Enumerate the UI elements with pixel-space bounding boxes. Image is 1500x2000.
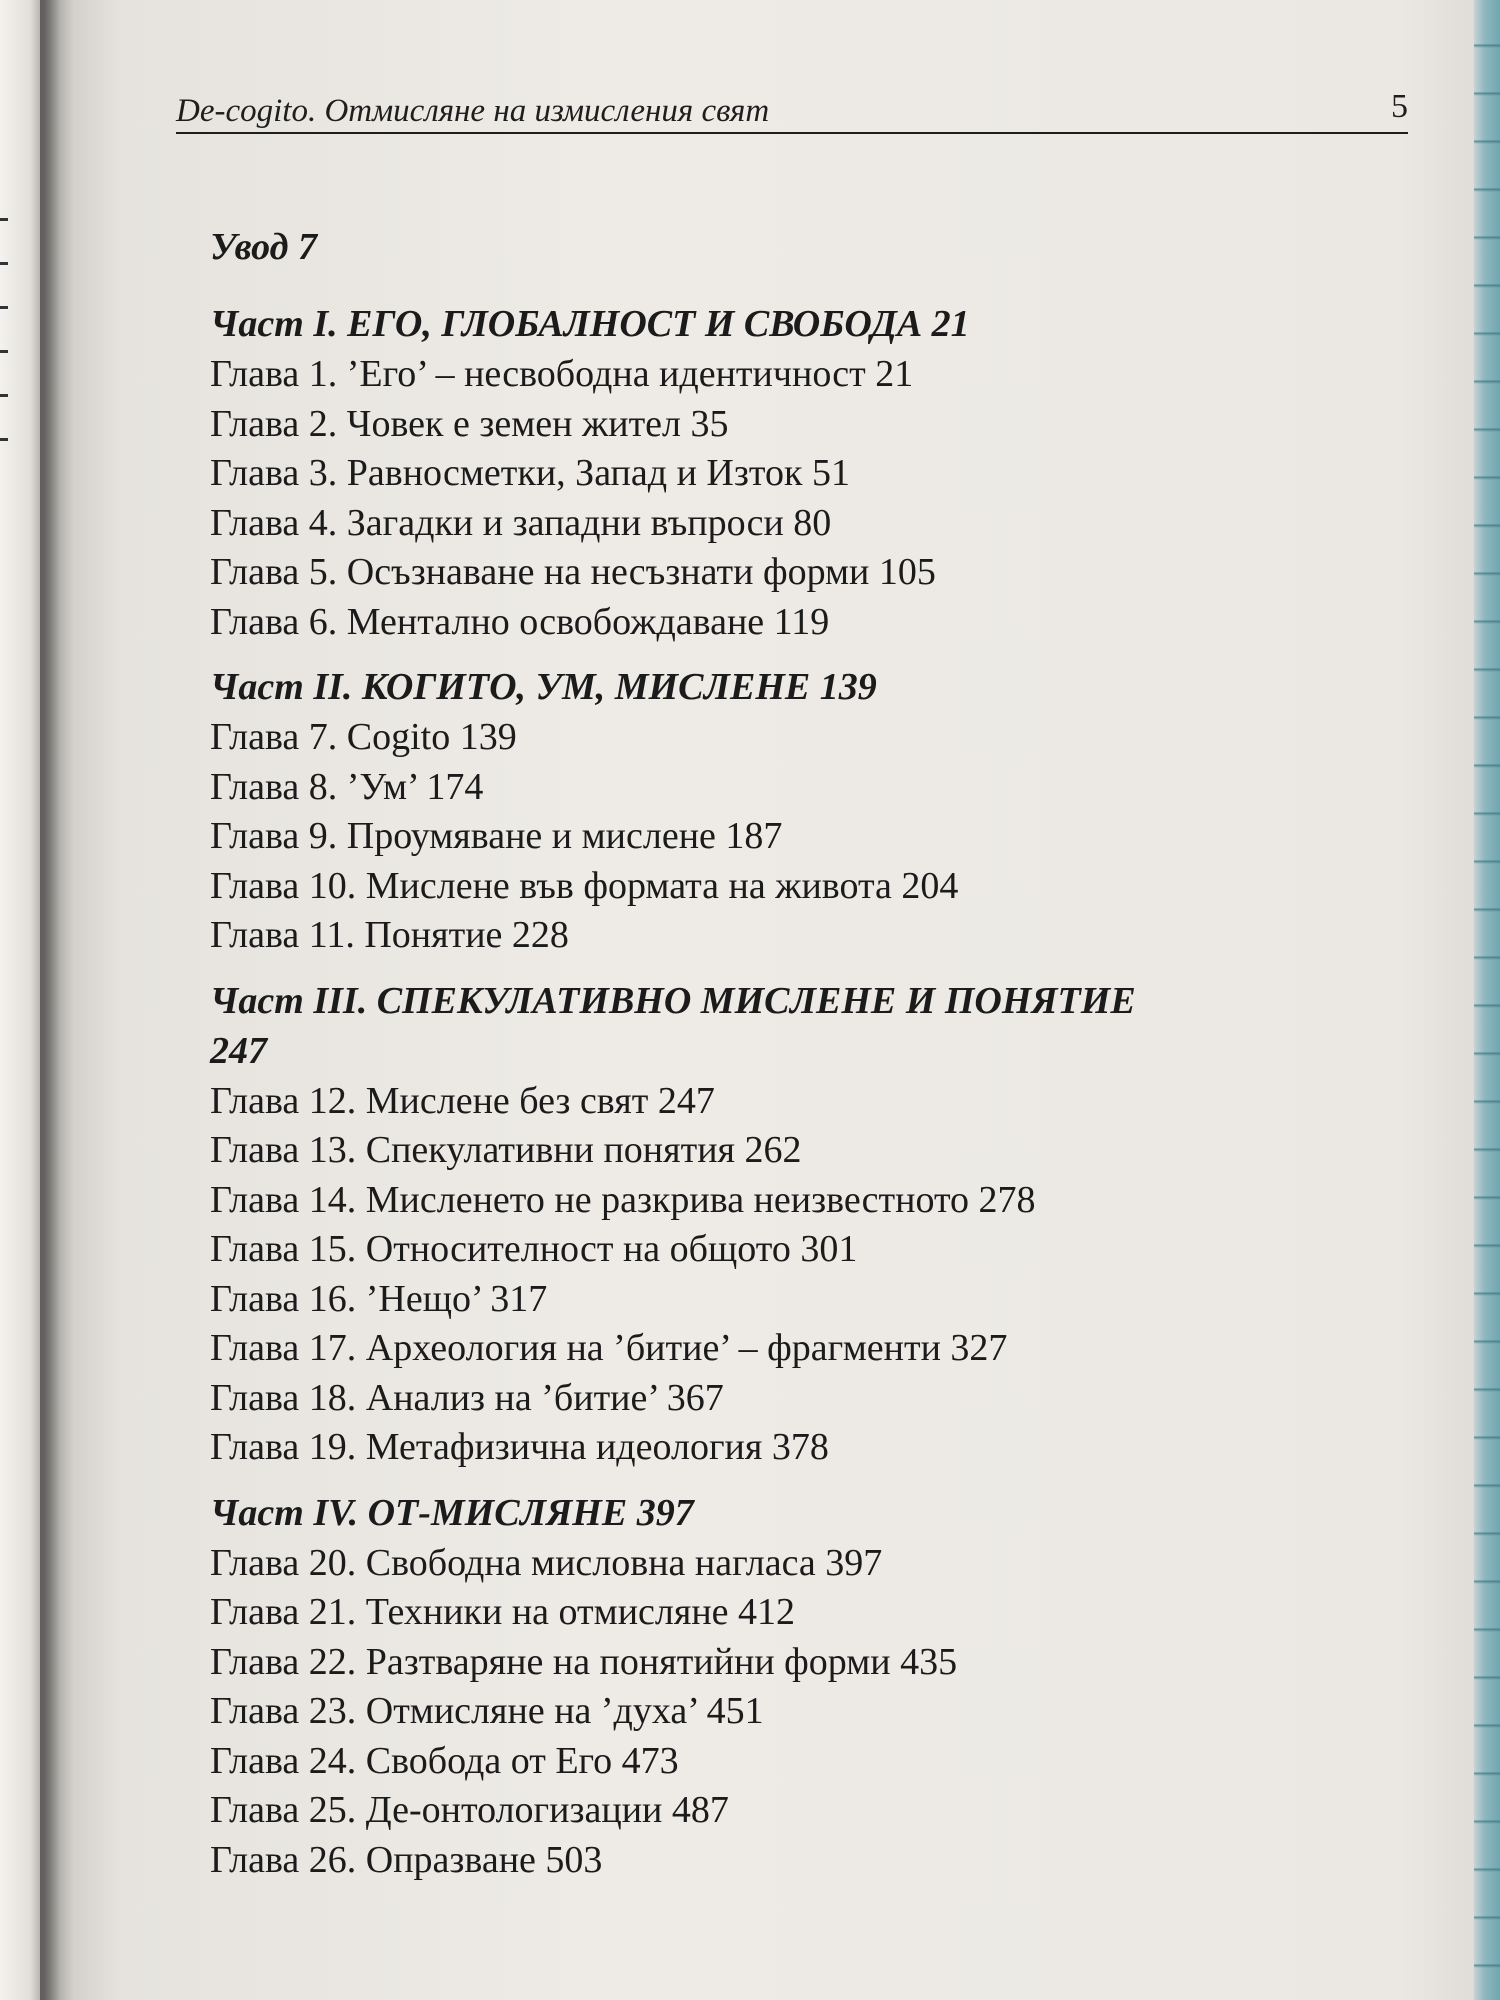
part-title-continued: 247	[210, 1029, 267, 1072]
toc-part-1	[210, 300, 1390, 647]
chapter-entry: Глава 24. Свобода от Его 473	[210, 1739, 679, 1782]
chapter-entry: Глава 21. Техники на отмисляне 412	[210, 1591, 796, 1633]
chapter-entry: Глава 5. Осъзнаване на несъзнати форми 105	[210, 551, 936, 593]
chapter-entry: Глава 8. ’Ум’ 174	[210, 765, 484, 808]
chapter-entry: Глава 23. Отмисляне на ’духа’ 451	[210, 1690, 764, 1732]
chapter-entry: Глава 1. ’Его’ – несвободна идентичност 21	[210, 353, 914, 395]
facing-page-edge	[0, 0, 44, 2000]
chapter-entry: Глава 14. Мисленето не разкрива неизвестното 278	[210, 1178, 1036, 1221]
page-number: 5	[1391, 88, 1408, 125]
facing-page-mark	[0, 218, 8, 221]
chapter-entry: Глава 16. ’Нещо’ 317	[210, 1277, 548, 1320]
chapter-entry: Глава 15. Относителност на общото 301	[210, 1228, 858, 1270]
chapter-entry: Глава 17. Археология на ’битие’ – фрагменти 327	[210, 1327, 1008, 1369]
notebook-lines	[1474, 0, 1500, 2000]
chapter-entry: Глава 13. Спекулативни понятия 262	[210, 1129, 802, 1171]
chapter-entry: Глава 10. Мислене във формата на живота 204	[210, 864, 959, 907]
chapter-entry: Глава 4. Загадки и западни въпроси 80	[210, 501, 832, 544]
toc-part-2	[210, 663, 1390, 961]
running-title: De-cogito. Отмисляне на измисления свят	[176, 93, 770, 129]
facing-page-mark	[0, 306, 8, 309]
chapter-entry: Глава 26. Опразване 503	[210, 1838, 603, 1881]
chapter-entry: Глава 3. Равносметки, Запад и Изток 51	[210, 452, 850, 494]
chapter-entry: Глава 2. Човек е земен жител 35	[210, 402, 729, 445]
running-head	[176, 86, 1408, 134]
facing-page-mark	[0, 438, 8, 441]
facing-page-mark	[0, 394, 8, 397]
book-spine-shadow	[40, 0, 74, 2000]
chapter-entry: Глава 9. Проумяване и мислене 187	[210, 815, 783, 857]
chapter-entry: Глава 18. Анализ на ’битие’ 367	[210, 1376, 724, 1419]
part-title: Част I. ЕГО, ГЛОБАЛНОСТ И СВОБОДА 21	[210, 303, 970, 345]
facing-page-mark	[0, 350, 8, 353]
chapter-entry: Глава 22. Разтваряне на понятийни форми 435	[210, 1640, 958, 1683]
chapter-entry: Глава 12. Мислене без свят 247	[210, 1079, 715, 1122]
part-title: Част II. КОГИТО, УМ, МИСЛЕНЕ 139	[210, 666, 877, 708]
toc-part-3	[210, 977, 1390, 1473]
table-of-contents	[210, 222, 1390, 1901]
toc-part-4	[210, 1489, 1390, 1886]
chapter-entry: Глава 25. Де-онтологизации 487	[210, 1789, 729, 1831]
book-page	[74, 0, 1474, 2000]
chapter-entry: Глава 19. Метафизична идеология 378	[210, 1426, 829, 1468]
part-title: Част IV. ОТ-МИСЛЯНЕ 397	[210, 1491, 694, 1534]
part-title: Част III. СПЕКУЛАТИВНО МИСЛЕНЕ И ПОНЯТИЕ	[210, 979, 1136, 1022]
chapter-entry: Глава 6. Ментално освобождаване 119	[210, 600, 830, 643]
facing-page-mark	[0, 262, 8, 265]
chapter-entry: Глава 7. Cogito 139	[210, 716, 517, 758]
toc-intro: Увод 7	[210, 226, 317, 268]
chapter-entry: Глава 20. Свободна мисловна нагласа 397	[210, 1541, 883, 1584]
chapter-entry: Глава 11. Понятие 228	[210, 914, 569, 956]
